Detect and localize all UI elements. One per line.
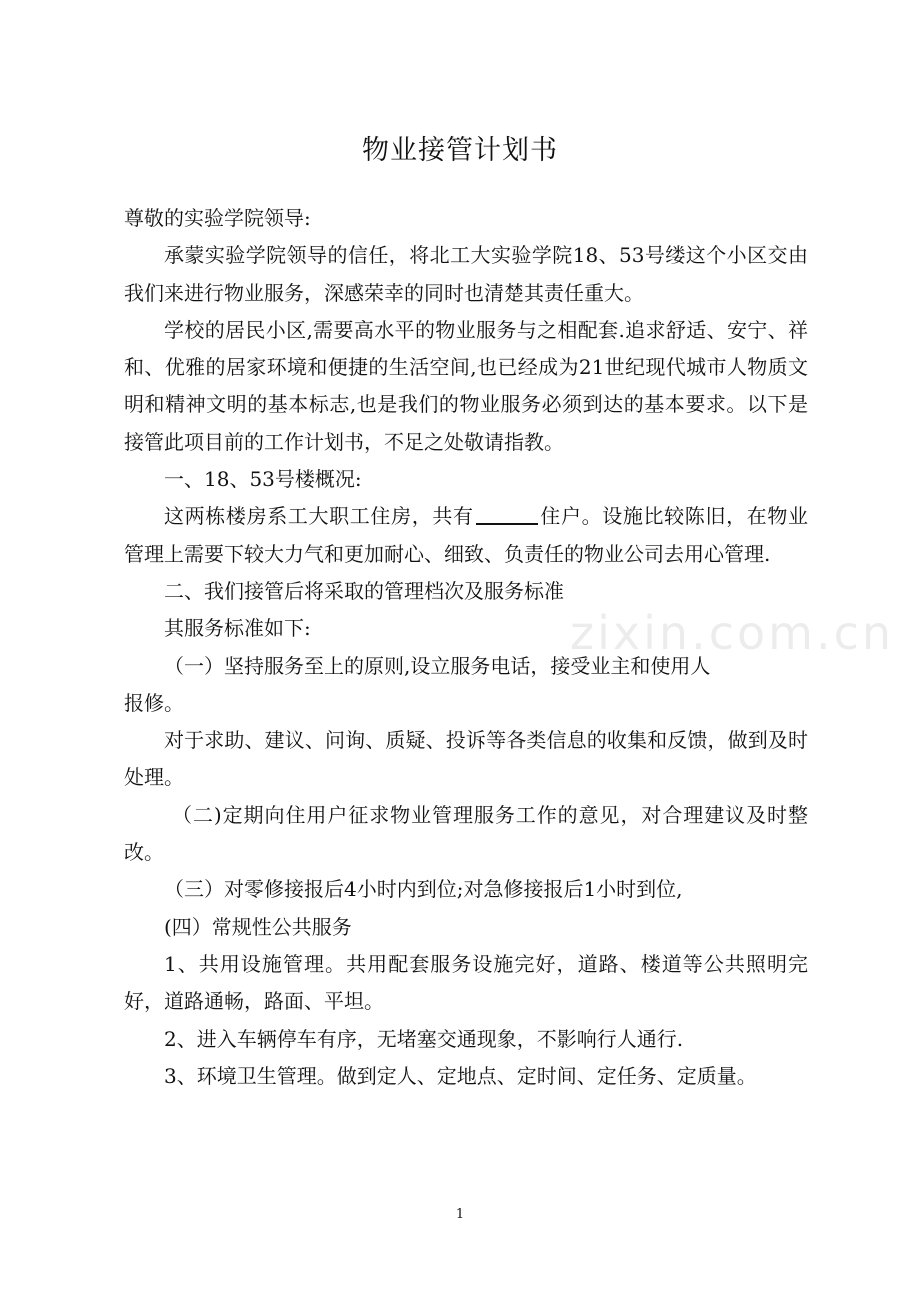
salutation: 尊敬的实验学院领导: bbox=[124, 206, 311, 230]
section-heading-standards: 二、我们接管后将采取的管理档次及服务标准 bbox=[164, 578, 564, 603]
sub-item-3: 3、环境卫生管理。做到定人、定地点、定时间、定任务、定质量。 bbox=[164, 1063, 757, 1088]
paragraph-overview bbox=[124, 498, 808, 573]
item-3: （三）对零修接报后4小时内到位;对急修接报后1小时到位, bbox=[164, 877, 683, 902]
item-1-line-1: （一）坚持服务至上的原则,设立服务电话，接受业主和使用人 bbox=[164, 653, 711, 678]
item-4: (四）常规性公共服务 bbox=[164, 914, 352, 939]
overview-text-after: 住户。设施比较陈旧，在物业管理上需要下较大力气和更加耐心、细致、负责任的物业公司去用心管理. bbox=[124, 504, 809, 566]
document-title: 物业接管计划书 bbox=[362, 135, 558, 166]
overview-text-before: 这两栋楼房系工大职工住房，共有 bbox=[164, 504, 474, 529]
sub-item-1: 1、共用设施管理。共用配套服务设施完好，道路、楼道等公共照明完好，道路通畅，路面、平坦。 bbox=[124, 951, 808, 1014]
item-1-line-2: 报修。 bbox=[124, 690, 184, 715]
item-1-continuation: 对于求助、建议、问询、质疑、投诉等各类信息的收集和反馈，做到及时处理。 bbox=[124, 728, 808, 790]
item-2: （二)定期向住用户征求物业管理服务工作的意见，对合理建议及时整改。 bbox=[124, 802, 808, 865]
paragraph-requirements: 学校的居民小区,需要高水平的物业服务与之相配套.追求舒适、安宁、祥和、优雅的居家环境和便捷的生活空间,也已经成为21世纪现代城市人物质文明和精神文明的基本标志,也是我们的物业服务必须到达的基本要求。以下是接管此项目前的工作计划书，不足之处敬请指教。 bbox=[124, 317, 808, 454]
watermark: zixin.com.cn bbox=[570, 606, 895, 660]
document-body bbox=[124, 200, 808, 1095]
sub-item-2: 2、进入车辆停车有序，无堵塞交通现象，不影响行人通行. bbox=[164, 1026, 684, 1051]
section-heading-overview: 一、18、53号楼概况: bbox=[164, 467, 362, 492]
paragraph-intro: 承蒙实验学院领导的信任，将北工大实验学院18、53号缕这个小区交由我们来进行物业服务，深感荣幸的同时也清楚其责任重大。 bbox=[124, 243, 808, 305]
household-count-blank bbox=[476, 505, 538, 525]
standards-intro: 其服务标准如下: bbox=[164, 616, 311, 641]
page-number: 1 bbox=[455, 1207, 465, 1222]
